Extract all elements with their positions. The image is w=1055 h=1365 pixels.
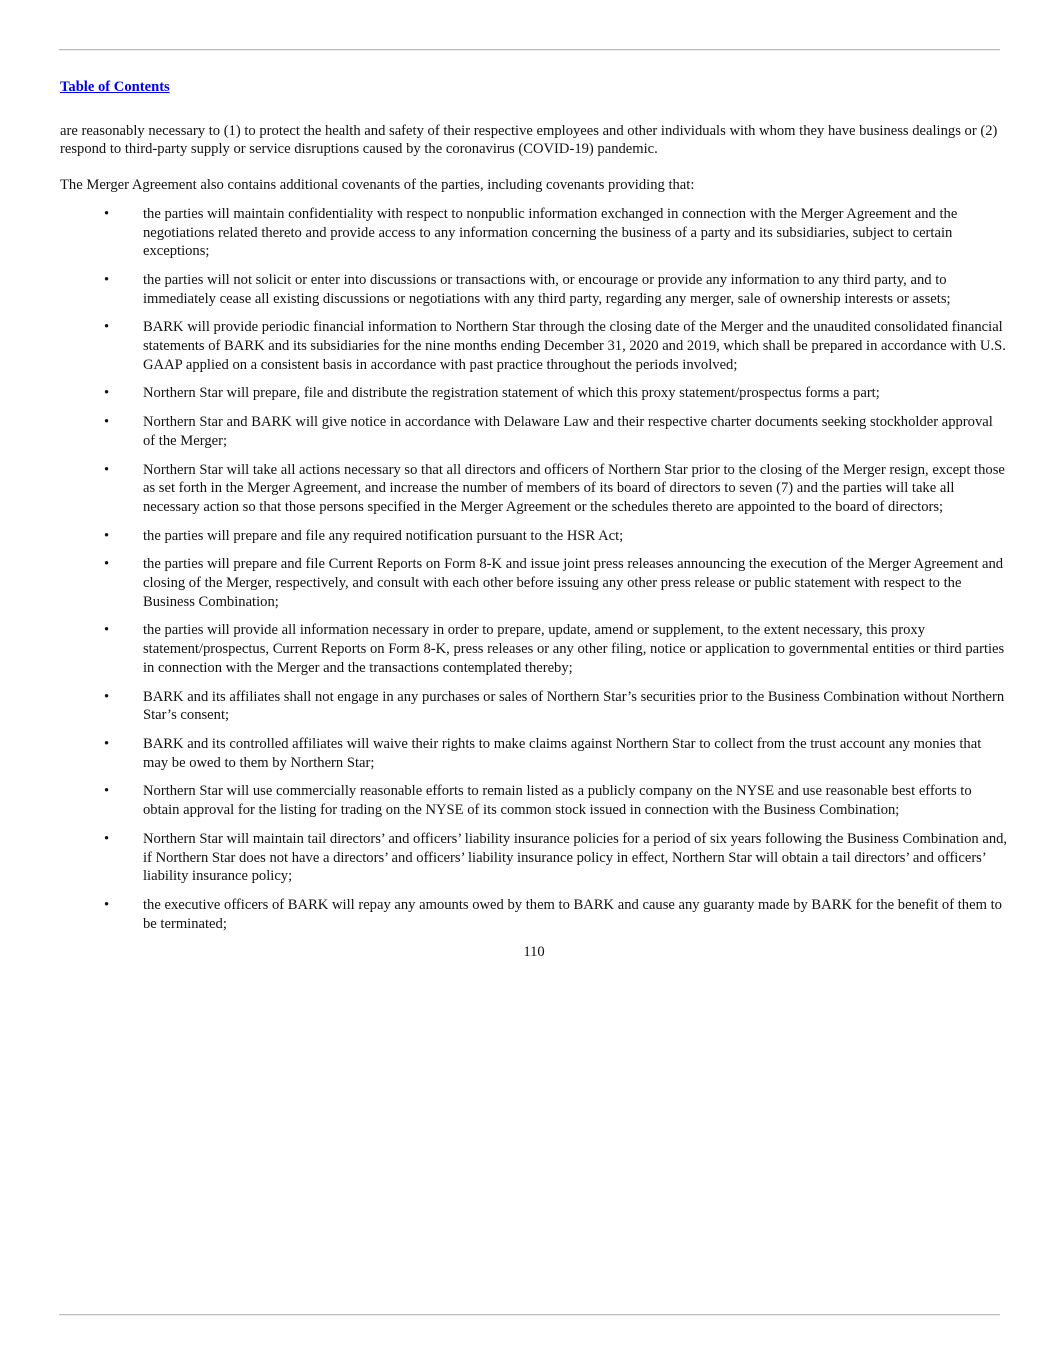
list-item [60,413,1008,450]
bullet-icon: • [104,688,110,705]
list-item [60,555,1008,611]
list-item [60,384,1008,403]
bullet-icon: • [104,414,110,431]
list-item [60,896,1008,933]
bullet-icon: • [104,461,110,478]
list-item [60,688,1008,725]
bullet-icon: • [104,527,110,544]
bullet-icon: • [104,830,110,847]
page-number: 110 [523,944,545,961]
document-body [60,78,1008,962]
list-item [60,621,1008,677]
list-item-text: Northern Star will prepare, file and distribute the registration statement of which this proxy statement/prospectus forms a part; [143,385,880,402]
bullet-icon: • [104,271,110,288]
list-item [60,735,1008,772]
bullet-icon: • [104,735,110,752]
list-item-text: BARK will provide periodic financial information to Northern Star through the closing date of the Merger and the unaudited consolidated financial statements of BARK and its subsidiaries for the nine months ending December 31, 2020 and 2019, which shall be prepared in accordance with U.S. GAAP applied on a consistent basis in accordance with past practice throughout the periods involved; [143,319,1006,373]
list-item-text: the parties will not solicit or enter into discussions or transactions with, or encourage or provide any information to any third party, and to immediately cease all existing discussions or negotiations with any third party, regarding any merger, sale of ownership interests or assets; [143,271,951,307]
list-item [60,271,1008,308]
list-item-text: Northern Star will take all actions necessary so that all directors and officers of Northern Star prior to the closing of the Merger resign, except those as set forth in the Merger Agreement, and increase the number of members of its board of directors to seven (7) and the parties will take all necessary action so that those persons specified in the Merger Agreement or the schedules thereto are appointed to the board of directors; [143,461,1005,515]
covenant-list [60,205,1008,934]
intro-paragraph: are reasonably necessary to (1) to protect the health and safety of their respective employees and other individuals with whom they have business dealings or (2) respond to third-party supply or service disruptions caused by the coronavirus (COVID-19) pandemic. [60,122,998,158]
bottom-divider [59,1314,1000,1315]
list-item [60,318,1008,374]
bullet-icon: • [104,205,110,222]
list-item-text: Northern Star will maintain tail directors’ and officers’ liability insurance policies for a period of six years following the Business Combination and, if Northern Star does not have a directors’ and officers’ liability insurance policy in effect, Northern Star will obtain a tail directors’ and officers’ liability insurance policy; [143,830,1008,885]
bullet-icon: • [104,319,110,336]
table-of-contents-link[interactable]: Table of Contents [60,79,170,95]
list-item-text: the parties will provide all information necessary in order to prepare, update, amend or supplement, to the extent necessary, this proxy statement/prospectus, Current Reports on Form 8-K, press releases or any other filing, notice or application to governmental entities or third parties in connection with the Merger and the transactions contemplated thereby; [143,622,1005,676]
list-item-text: the parties will maintain confidentiality with respect to nonpublic information exchanged in connection with the Merger Agreement and the negotiations related thereto and provide access to any information concerning the business of a party and its subsidiaries, subject to certain exceptions; [143,205,958,260]
bullet-icon: • [104,896,110,913]
list-item [60,205,1008,261]
list-item-text: BARK and its affiliates shall not engage in any purchases or sales of Northern Star’s securities prior to the Business Combination without Northern Star’s consent; [143,688,1005,724]
list-item [60,830,1008,886]
list-item-text: the executive officers of BARK will repay any amounts owed by them to BARK and cause any guaranty made by BARK for the benefit of them to be terminated; [143,896,1002,932]
list-item-text: BARK and its controlled affiliates will waive their rights to make claims against Northern Star to collect from the trust account any monies that may be owed to them by Northern Star; [143,735,982,771]
bullet-icon: • [104,622,110,639]
bullet-icon: • [104,556,110,573]
list-item-text: Northern Star and BARK will give notice in accordance with Delaware Law and their respective charter documents seeking stockholder approval of the Merger; [143,414,993,449]
list-item-text: the parties will prepare and file Current Reports on Form 8-K and issue joint press releases announcing the execution of the Merger Agreement and closing of the Merger, respectively, and consult with each other before issuing any other press release or public statement with respect to the Business Combination; [143,556,1004,610]
top-divider [59,49,1000,50]
lead-paragraph: The Merger Agreement also contains additional covenants of the parties, including covenants providing that: [60,177,695,194]
list-item [60,527,1008,546]
list-item-text: the parties will prepare and file any required notification pursuant to the HSR Act; [143,527,624,544]
list-item [60,461,1008,517]
list-item-text: Northern Star will use commercially reasonable efforts to remain listed as a publicly company on the NYSE and use reasonable best efforts to obtain approval for the listing for trading on the NYSE of its common stock issued in connection with the Business Combination; [143,783,972,819]
list-item [60,782,1008,819]
bullet-icon: • [104,385,110,402]
bullet-icon: • [104,783,110,800]
